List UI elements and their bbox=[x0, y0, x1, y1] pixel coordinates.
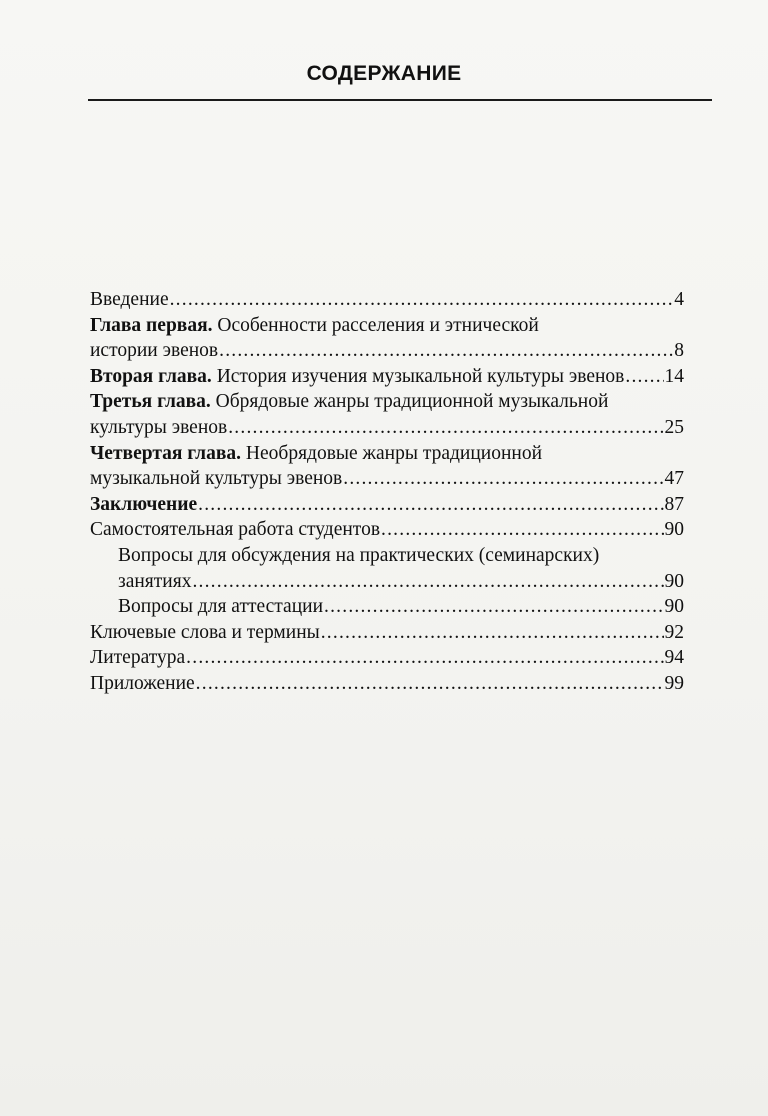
toc-page-number: 4 bbox=[674, 289, 684, 310]
dot-leader bbox=[219, 338, 673, 364]
dot-leader bbox=[343, 466, 663, 492]
toc-page-number: 14 bbox=[664, 365, 684, 387]
dot-leader bbox=[321, 620, 664, 646]
dot-leader bbox=[196, 671, 664, 697]
toc-entry-continuation: культуры эвенов bbox=[90, 416, 228, 438]
toc-entry-title: Необрядовые жанры традиционной bbox=[241, 442, 543, 464]
toc-page-number: 90 bbox=[664, 570, 684, 592]
dot-leader bbox=[381, 517, 663, 543]
toc-entry-title: Особенности расселения и этнической bbox=[212, 314, 539, 336]
toc-entry-label bbox=[90, 389, 608, 415]
toc-page-number: 90 bbox=[664, 596, 684, 618]
toc-page-number: 47 bbox=[664, 468, 684, 490]
toc-entry-chapter-3[interactable] bbox=[90, 389, 684, 440]
toc-entry-conclusion[interactable] bbox=[90, 492, 684, 518]
toc-entry-introduction[interactable] bbox=[90, 287, 684, 313]
toc-entry-label: Вопросы для обсуждения на практических (семинарских) bbox=[118, 544, 600, 566]
toc-entry-keywords[interactable] bbox=[90, 620, 684, 646]
toc-entry-label: Введение bbox=[90, 289, 169, 310]
dot-leader bbox=[198, 492, 663, 518]
toc-entry-chapter-4[interactable] bbox=[90, 441, 684, 492]
toc-entry-title: Обрядовые жанры традиционной музыкальной bbox=[210, 391, 609, 413]
toc-page-number: 92 bbox=[664, 621, 684, 643]
toc-entry-label: Приложение bbox=[90, 672, 195, 694]
toc-entry-chapter-1[interactable] bbox=[90, 313, 684, 364]
toc-page-number: 25 bbox=[664, 416, 684, 438]
toc-entry-label: Вопросы для аттестации bbox=[118, 596, 324, 618]
toc-entry-title: История изучения музыкальной культуры эвенов bbox=[211, 365, 625, 387]
toc-entry-continuation: занятиях bbox=[118, 570, 192, 592]
toc-entry-attestation-questions[interactable] bbox=[90, 594, 684, 620]
dot-leader bbox=[170, 287, 674, 313]
toc-page-number: 94 bbox=[664, 647, 684, 669]
toc-entry-chapter-2[interactable] bbox=[90, 364, 684, 390]
toc-entry-bold-label: Глава первая. bbox=[90, 314, 213, 336]
toc-entry-label bbox=[90, 492, 197, 518]
toc-entry-discussion-questions[interactable] bbox=[90, 543, 684, 594]
toc-entry-label bbox=[90, 441, 542, 467]
toc-entry-label: Самостоятельная работа студентов bbox=[90, 519, 381, 541]
toc-entry-appendix[interactable] bbox=[90, 671, 684, 697]
toc-entry-bold-label: Третья глава. bbox=[90, 391, 211, 413]
dot-leader bbox=[324, 594, 663, 620]
toc-entry-continuation: истории эвенов bbox=[90, 340, 219, 362]
toc-entry-label: Ключевые слова и термины bbox=[90, 621, 320, 643]
toc-entry-continuation: музыкальной культуры эвенов bbox=[90, 468, 343, 490]
toc-entry-label: Литература bbox=[90, 647, 186, 669]
dot-leader bbox=[192, 569, 663, 595]
dot-leader bbox=[625, 364, 663, 390]
toc-page-number: 90 bbox=[664, 519, 684, 541]
toc-entry-bold-label: Вторая глава. bbox=[90, 365, 212, 387]
toc-page-number: 87 bbox=[664, 493, 684, 515]
toc-entry-bold-label: Четвертая глава. bbox=[90, 442, 242, 464]
table-of-contents bbox=[90, 287, 684, 697]
dot-leader bbox=[228, 415, 663, 441]
toc-page-number: 99 bbox=[664, 672, 684, 694]
toc-page-number: 8 bbox=[674, 340, 684, 362]
dot-leader bbox=[186, 645, 663, 671]
toc-entry-label bbox=[90, 364, 624, 390]
toc-entry-label bbox=[90, 313, 539, 339]
toc-entry-independent-work[interactable] bbox=[90, 517, 684, 543]
title-rule bbox=[88, 99, 712, 101]
page-title: СОДЕРЖАНИЕ bbox=[306, 62, 462, 85]
toc-entry-literature[interactable] bbox=[90, 645, 684, 671]
toc-entry-bold-label: Заключение bbox=[90, 493, 198, 515]
